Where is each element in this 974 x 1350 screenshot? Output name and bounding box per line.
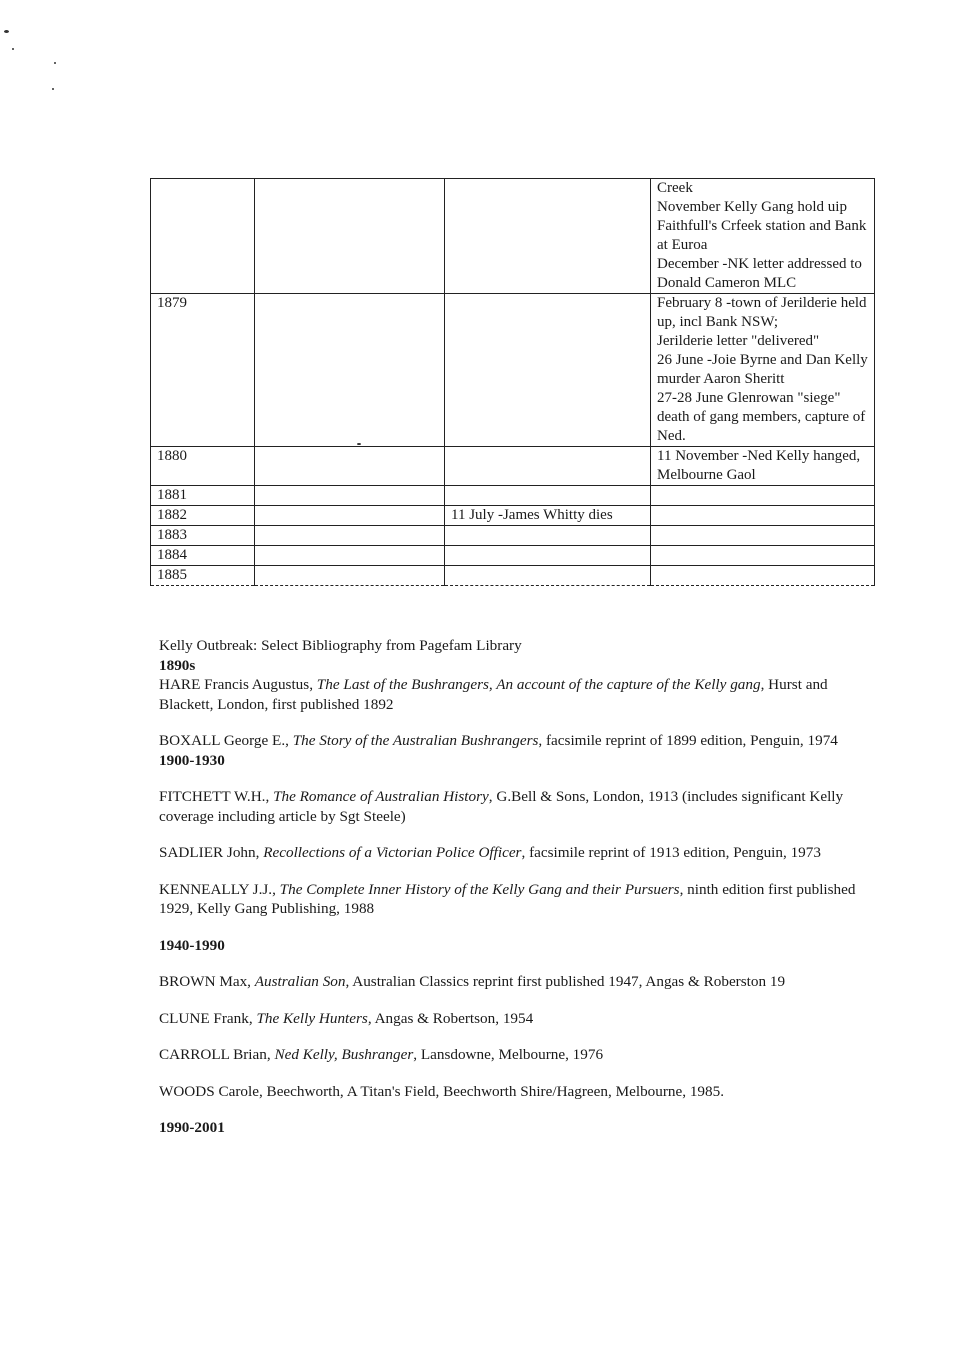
author: CLUNE Frank, xyxy=(159,1009,257,1027)
book-title: Ned Kelly, Bushranger xyxy=(274,1046,414,1063)
section-heading-1890s: 1890s xyxy=(159,656,196,674)
cell xyxy=(255,447,445,486)
bib-entry-brown xyxy=(159,972,869,992)
bib-entry-sadlier xyxy=(159,843,869,863)
cell xyxy=(445,294,651,447)
cell xyxy=(255,486,445,506)
cell xyxy=(255,526,445,546)
author: HARE Francis Augustus, xyxy=(159,676,317,693)
author: SADLIER John, xyxy=(159,844,264,861)
year-cell: 1883 xyxy=(151,526,255,546)
book-title: The Story of the Australian Bushrangers xyxy=(292,732,539,749)
author: BROWN Max, xyxy=(159,973,255,990)
publication-details: , ninth edition first published 1929, Kelly Gang Publishing, 1988 xyxy=(159,880,856,917)
section-heading-1900-1930: 1900-1930 xyxy=(159,751,225,769)
table-row xyxy=(151,486,875,506)
bib-entry-hare xyxy=(159,675,869,714)
bibliography xyxy=(159,636,869,1138)
book-title: The Romance of Australian History xyxy=(273,788,489,805)
publication-details: , facsimile reprint of 1913 edition, Penguin, 1973 xyxy=(521,844,821,861)
publication-details: , Lansdowne, Melbourne, 1976 xyxy=(413,1046,604,1063)
events-cell xyxy=(651,506,875,526)
scan-speck xyxy=(4,30,9,33)
year-cell: 1879 xyxy=(151,294,255,447)
publication-details: , facsimile reprint of 1899 edition, Penguin, 1974 xyxy=(538,732,838,749)
bib-entry-kenneally xyxy=(159,880,869,919)
cell xyxy=(445,447,651,486)
bibliography-title: Kelly Outbreak: Select Bibliography from Pagefam Library xyxy=(159,637,522,654)
year-cell: 1885 xyxy=(151,566,255,586)
cell xyxy=(255,294,445,447)
scan-speck xyxy=(54,62,56,64)
table-row xyxy=(151,506,875,526)
events-cell xyxy=(651,546,875,566)
book-title: The Complete Inner History of the Kelly Gang and their Pursuers xyxy=(279,880,680,898)
publication-details: , G.Bell & Sons, London, 1913 (includes significant Kelly coverage including article by Sgt Steele) xyxy=(159,788,844,825)
author: BOXALL George E., xyxy=(159,732,293,749)
cell xyxy=(445,179,651,294)
events-cell: February 8 -town of Jerilderie held up, incl Bank NSW; Jerilderie letter "delivered" 26 June -Joie Byrne and Dan Kelly murder Aaron Sheritt 27-28 June Glenrowan "siege" death of gang members, capture of Ned. xyxy=(651,294,875,447)
author: FITCHETT W.H., xyxy=(159,788,274,805)
cell xyxy=(445,566,651,586)
table-row xyxy=(151,294,875,447)
author: KENNEALLY J.J., xyxy=(159,880,280,898)
scan-speck xyxy=(52,88,54,90)
bib-entry-carroll xyxy=(159,1045,869,1065)
book-title: Recollections of a Victorian Police Officer xyxy=(263,844,522,861)
events-cell: Creek November Kelly Gang hold uip Faithfull's Crfeek station and Bank at Euroa December -NK letter addressed to Donald Cameron MLC xyxy=(651,179,875,294)
year-cell xyxy=(151,179,255,294)
cell xyxy=(445,486,651,506)
events-cell xyxy=(651,486,875,506)
year-cell: 1880 xyxy=(151,447,255,486)
bib-entry-clune xyxy=(159,1009,869,1029)
section-heading-1940-1990: 1940-1990 xyxy=(159,936,225,954)
table-row xyxy=(151,546,875,566)
year-cell: 1881 xyxy=(151,486,255,506)
table-row xyxy=(151,526,875,546)
table-row xyxy=(151,179,875,294)
book-title: The Last of the Bushrangers, An account of the capture of the Kelly gang xyxy=(316,676,761,693)
cell xyxy=(445,526,651,546)
cell xyxy=(255,546,445,566)
bib-entry-woods: WOODS Carole, Beechworth, A Titan's Field, Beechworth Shire/Hagreen, Melbourne, 1985. xyxy=(159,1082,725,1100)
cell xyxy=(255,179,445,294)
section-heading-1990-2001: 1990-2001 xyxy=(159,1119,225,1136)
table-row xyxy=(151,566,875,586)
book-title: Australian Son xyxy=(254,973,346,990)
bib-entry-boxall xyxy=(159,731,869,751)
bib-entry-fitchett xyxy=(159,787,869,826)
cell: 11 July -James Whitty dies xyxy=(445,506,651,526)
timeline-table xyxy=(150,178,875,586)
events-cell xyxy=(651,566,875,586)
publication-details: , Australian Classics reprint first published 1947, Angas & Roberston 19 xyxy=(345,973,786,990)
table-row xyxy=(151,447,875,486)
publication-details: , Hurst and Blackett, London, first published 1892 xyxy=(159,676,828,713)
cell xyxy=(445,546,651,566)
year-cell: 1884 xyxy=(151,546,255,566)
author: CARROLL Brian, xyxy=(159,1046,275,1063)
book-title: The Kelly Hunters xyxy=(256,1009,368,1027)
cell xyxy=(255,506,445,526)
cell xyxy=(255,566,445,586)
year-cell: 1882 xyxy=(151,506,255,526)
publication-details: , Angas & Robertson, 1954 xyxy=(367,1009,534,1027)
scan-speck xyxy=(12,48,14,50)
events-cell xyxy=(651,526,875,546)
events-cell: 11 November -Ned Kelly hanged, Melbourne Gaol xyxy=(651,447,875,486)
